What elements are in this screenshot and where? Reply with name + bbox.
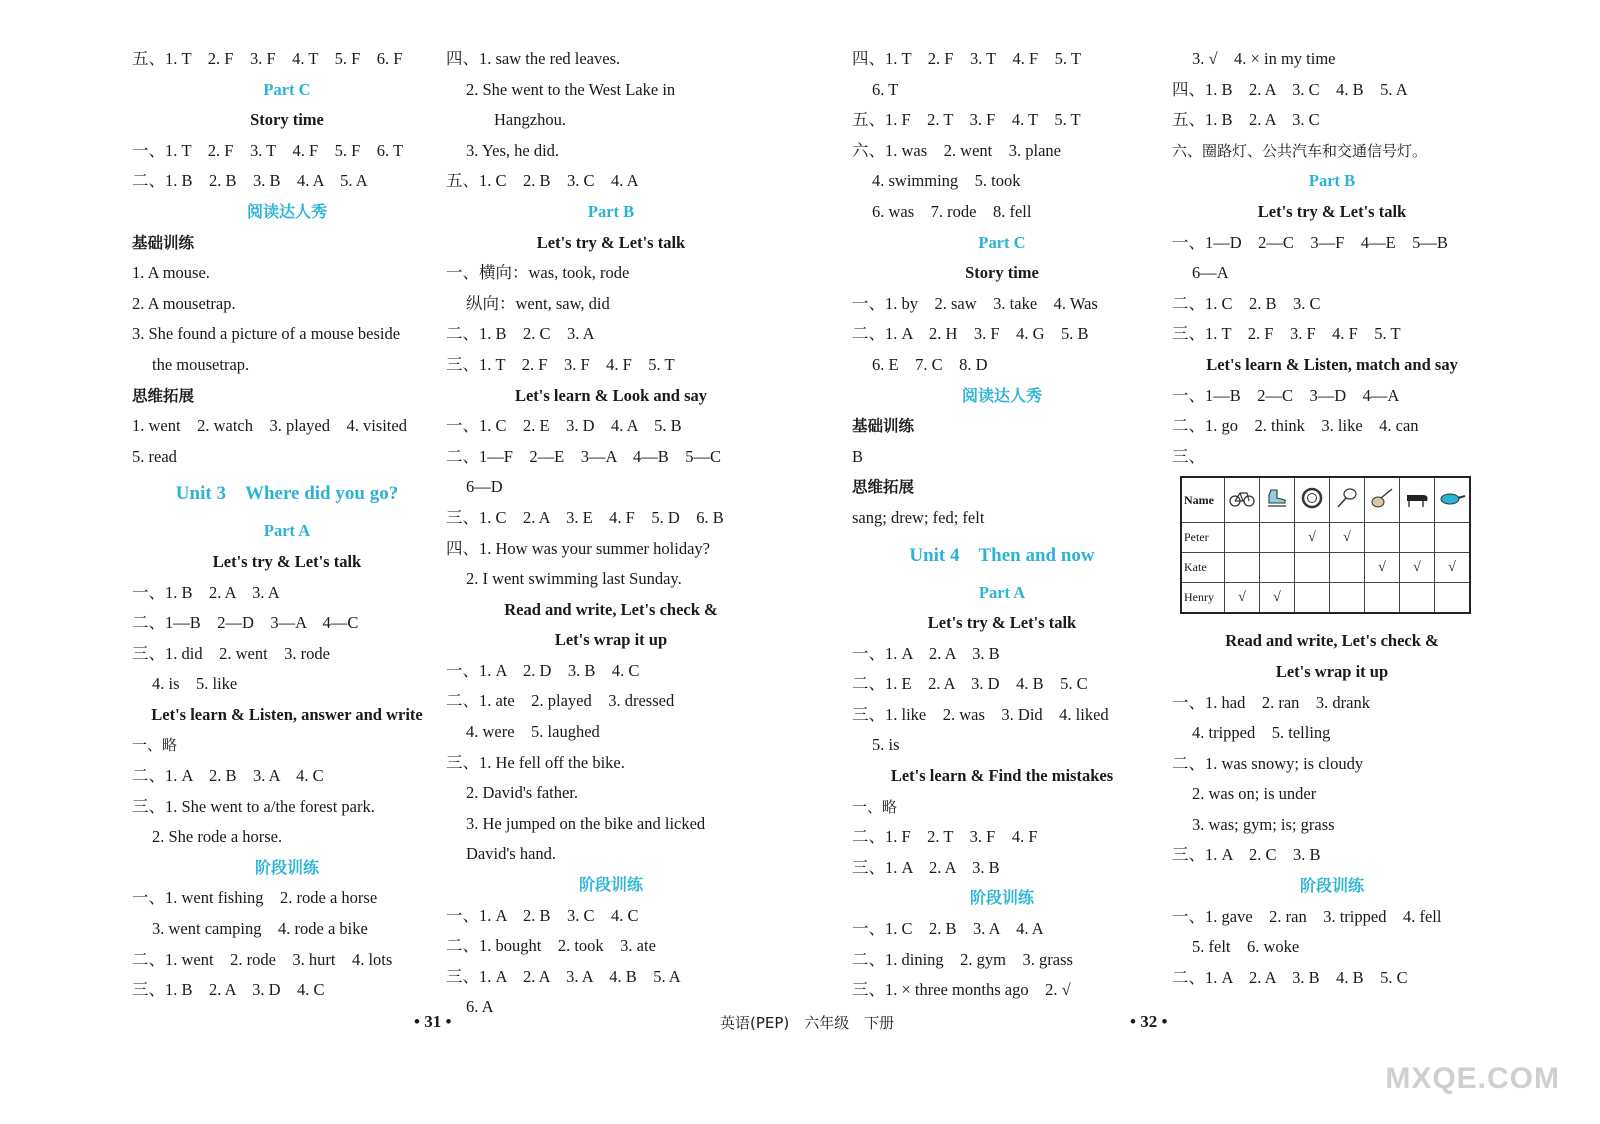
table-cell [1400,523,1435,553]
section-heading: Let's try & Let's talk [1257,201,1407,221]
table-cell [1260,523,1295,553]
answer-line: 一、1. B 2. A 3. A [132,582,280,602]
unit-title: Unit 4 Then and now [909,544,1095,566]
stage-heading: 阶段训练 [969,888,1034,908]
answer-line: 一、1. T 2. F 3. T 4. F 5. F 6. T [132,140,404,160]
answer-line: 三、1. B 2. A 3. D 4. C [132,980,325,1000]
answer-line: 二、1. C 2. B 3. C [1172,293,1321,313]
answer-line: 3. Yes, he did. [466,140,560,160]
answer-line: 二、1. dining 2. gym 3. grass [852,949,1073,969]
answer-line: 6. T [872,79,899,99]
table-cell: √ [1365,553,1400,583]
watermark: MXQE.COM [1385,1062,1560,1095]
answer-line: 一、略 [132,736,178,755]
stage-heading: 阶段训练 [1299,876,1364,896]
table-header-name: Name [1181,477,1225,523]
answer-line: 六、1. was 2. went 3. plane [852,140,1061,160]
page-number-right: • 32 • [1130,1012,1168,1031]
table-row [1181,553,1470,583]
section-heading: Let's wrap it up [1275,661,1389,681]
answer-line: 1. went 2. watch 3. played 4. visited [132,416,407,436]
answer-line: 5. felt 6. woke [1192,937,1300,957]
answer-line: 五、1. B 2. A 3. C [1172,110,1320,130]
table-cell [1365,583,1400,614]
section-heading: Let's learn & Look and say [514,385,708,405]
table-cell [1365,523,1400,553]
section-heading: Let's try & Let's talk [212,551,362,571]
table-cell [1295,583,1330,614]
table-cell: √ [1400,553,1435,583]
answer-line: 五、1. C 2. B 3. C 4. A [446,171,639,191]
subsection-heading: 基础训练 [132,233,195,252]
answer-line: 三、1. × three months ago 2. √ [852,980,1071,1000]
answer-line: 一、1. went fishing 2. rode a horse [132,888,378,908]
answer-line: 6—D [466,477,503,497]
answer-line: 六、圈路灯、公共汽车和交通信号灯。 [1172,141,1428,160]
unit-title: Unit 3 Where did you go? [175,483,399,505]
answer-line: 3. He jumped on the bike and licked [466,813,706,833]
answer-line: 二、1. A 2. A 3. B 4. B 5. C [1172,967,1408,987]
answer-line: 4. swimming 5. took [872,171,1021,191]
book-title: 英语(PEP) 六年级 下册 [720,1014,895,1032]
answer-line: 一、横向：was, took, rode [446,263,630,283]
answer-column-2 [446,44,776,1023]
answer-line: 四、1. T 2. F 3. T 4. F 5. T [852,49,1081,68]
table-cell [1225,523,1260,553]
page-number-left: • 31 • [414,1012,452,1031]
answer-line: 二、1. A 2. B 3. A 4. C [132,766,324,786]
badminton-icon [1330,477,1365,523]
answer-line: 二、1. A 2. H 3. F 4. G 5. B [852,324,1089,344]
answer-line: 6. was 7. rode 8. fell [872,201,1032,221]
answer-line: 4. tripped 5. telling [1192,723,1331,743]
table-cell [1260,553,1295,583]
section-heading: Let's wrap it up [554,630,668,650]
answer-line: 二、1. bought 2. took 3. ate [446,936,656,956]
answer-line: 四、1. B 2. A 3. C 4. B 5. A [1172,79,1408,99]
skates-icon [1260,477,1295,523]
table-cell: √ [1435,553,1471,583]
answer-line: 二、1. B 2. C 3. A [446,324,595,344]
answer-line: 3. She found a picture of a mouse beside [132,324,401,344]
answer-line: 2. I went swimming last Sunday. [466,569,682,589]
answer-line: 一、1. gave 2. ran 3. tripped 4. fell [1172,906,1442,926]
table-cell [1225,553,1260,583]
answer-line: 四、1. saw the red leaves. [446,49,621,68]
answer-line: 1. A mouse. [132,263,210,283]
answer-line: 4. were 5. laughed [466,722,600,742]
row-name: Peter [1181,523,1225,553]
answer-line: 四、1. How was your summer holiday? [446,538,710,558]
answer-line: 三、1. He fell off the bike. [446,752,625,772]
part-heading: Part A [263,521,311,541]
activity-table-wrap [1172,472,1492,626]
table-cell [1330,553,1365,583]
row-name: Kate [1181,553,1225,583]
swim-ring-icon [1295,477,1330,523]
part-heading: Part C [978,232,1026,252]
table-cell [1435,523,1471,553]
part-heading: Part C [263,79,311,99]
answer-line: 一、1. C 2. B 3. A 4. A [852,919,1044,939]
answer-line: B [852,446,864,466]
answer-line: 一、1. A 2. B 3. C 4. C [446,905,639,925]
answer-line: Hangzhou. [494,110,566,130]
section-heading: Let's try & Let's talk [536,232,686,252]
section-heading: Read and write, Let's check & [1225,631,1439,651]
answer-line: 2. A mousetrap. [132,293,236,313]
answer-line: 三、1. She went to a/the forest park. [132,796,375,816]
section-heading: Story time [965,263,1039,283]
pipa-icon [1365,477,1400,523]
answer-line: 二、1. was snowy; is cloudy [1172,753,1364,773]
table-cell: √ [1260,583,1295,614]
section-heading: Let's try & Let's talk [927,613,1077,633]
subsection-heading: 基础训练 [852,417,915,436]
answer-line: 五、1. F 2. T 3. F 4. T 5. T [852,110,1081,130]
answer-line: 三、1. like 2. was 3. Did 4. liked [852,704,1109,724]
answer-line: 6. E 7. C 8. D [872,354,988,374]
stage-heading: 阶段训练 [254,857,319,877]
answer-line: 三、1. A 2. A 3. A 4. B 5. A [446,966,681,986]
answer-column-4 [1172,44,1492,993]
row-name: Henry [1181,583,1225,614]
stage-heading: 阶段训练 [578,875,643,895]
answer-line: 三、1. T 2. F 3. F 4. F 5. T [446,354,675,374]
table-cell [1400,583,1435,614]
answer-line: 二、1. go 2. think 3. like 4. can [1172,416,1419,436]
answer-line: 二、1. went 2. rode 3. hurt 4. lots [132,949,393,969]
answer-line: 2. She rode a horse. [152,827,283,847]
part-heading: Part B [587,201,635,221]
subsection-heading: 思维拓展 [852,478,915,497]
answer-line: 一、1—D 2—C 3—F 4—E 5—B [1172,232,1448,252]
answer-line: 5. is [872,735,900,755]
answer-line: 三、1. T 2. F 3. F 4. F 5. T [1172,324,1401,344]
answer-line: 一、1. A 2. A 3. B [852,643,1000,663]
section-heading: Read and write, Let's check & [504,599,718,619]
table-cell: √ [1295,523,1330,553]
answer-line: 三、 [1172,446,1205,466]
table-cell: √ [1330,523,1365,553]
table-row [1181,523,1470,553]
part-heading: Part A [978,582,1026,602]
section-heading: Let's learn & Listen, answer and write [151,704,423,724]
answer-line: 二、1. E 2. A 3. D 4. B 5. C [852,674,1088,694]
section-heading: Let's learn & Listen, match and say [1206,354,1458,374]
answer-line: 三、1. A 2. C 3. B [1172,845,1321,865]
answer-line: 一、1. by 2. saw 3. take 4. Was [852,293,1098,313]
reading-heading: 阅读达人秀 [246,201,327,221]
answer-line: 2. She went to the West Lake in [466,79,676,99]
piano-icon [1400,477,1435,523]
answer-line: 五、1. T 2. F 3. F 4. T 5. F 6. F [132,49,403,68]
answer-line: 一、1. A 2. D 3. B 4. C [446,660,640,680]
answer-line: 6—A [1192,263,1229,283]
reading-heading: 阅读达人秀 [961,385,1042,405]
activity-table [1180,476,1471,614]
section-heading: Story time [250,110,324,130]
answer-line: 6. A [466,997,494,1017]
section-heading: Let's learn & Find the mistakes [890,766,1114,786]
answer-line: 4. is 5. like [152,674,238,694]
answer-line: 3. √ 4. × in my time [1192,49,1336,68]
answer-line: 三、1. A 2. A 3. B [852,857,1000,877]
answer-column-1 [132,44,442,1006]
answer-line: 2. David's father. [466,783,579,803]
answer-line: 一、1. had 2. ran 3. drank [1172,692,1370,712]
bike-icon [1225,477,1260,523]
answer-line: 3. was; gym; is; grass [1192,814,1335,834]
answer-line: 二、1—B 2—D 3—A 4—C [132,613,359,633]
answer-line: 二、1—F 2—E 3—A 4—B 5—C [446,446,722,466]
answer-line: sang; drew; fed; felt [852,507,985,527]
part-heading: Part B [1308,171,1356,191]
table-cell [1330,583,1365,614]
answer-line: 二、1. ate 2. played 3. dressed [446,691,675,711]
table-header-row [1181,477,1470,523]
answer-line: 3. went camping 4. rode a bike [152,919,368,939]
answer-line: 纵向：went, saw, did [466,293,610,313]
answer-line: 2. was on; is under [1192,784,1317,804]
table-cell [1295,553,1330,583]
table-row [1181,583,1470,614]
answer-line: 三、1. C 2. A 3. E 4. F 5. D 6. B [446,507,724,527]
answer-line: 二、1. B 2. B 3. B 4. A 5. A [132,171,368,191]
answer-line: 一、略 [852,797,898,816]
pan-icon [1435,477,1471,523]
table-cell [1435,583,1471,614]
answer-line: 5. read [132,446,177,466]
answer-line: David's hand. [466,844,557,864]
subsection-heading: 思维拓展 [132,386,195,405]
answer-line: the mousetrap. [152,354,250,374]
answer-line: 一、1—B 2—C 3—D 4—A [1172,385,1400,405]
table-cell: √ [1225,583,1260,614]
answer-line: 一、1. C 2. E 3. D 4. A 5. B [446,416,682,436]
answer-line: 二、1. F 2. T 3. F 4. F [852,827,1038,847]
answer-line: 三、1. did 2. went 3. rode [132,643,330,663]
answer-column-3 [852,44,1152,1006]
